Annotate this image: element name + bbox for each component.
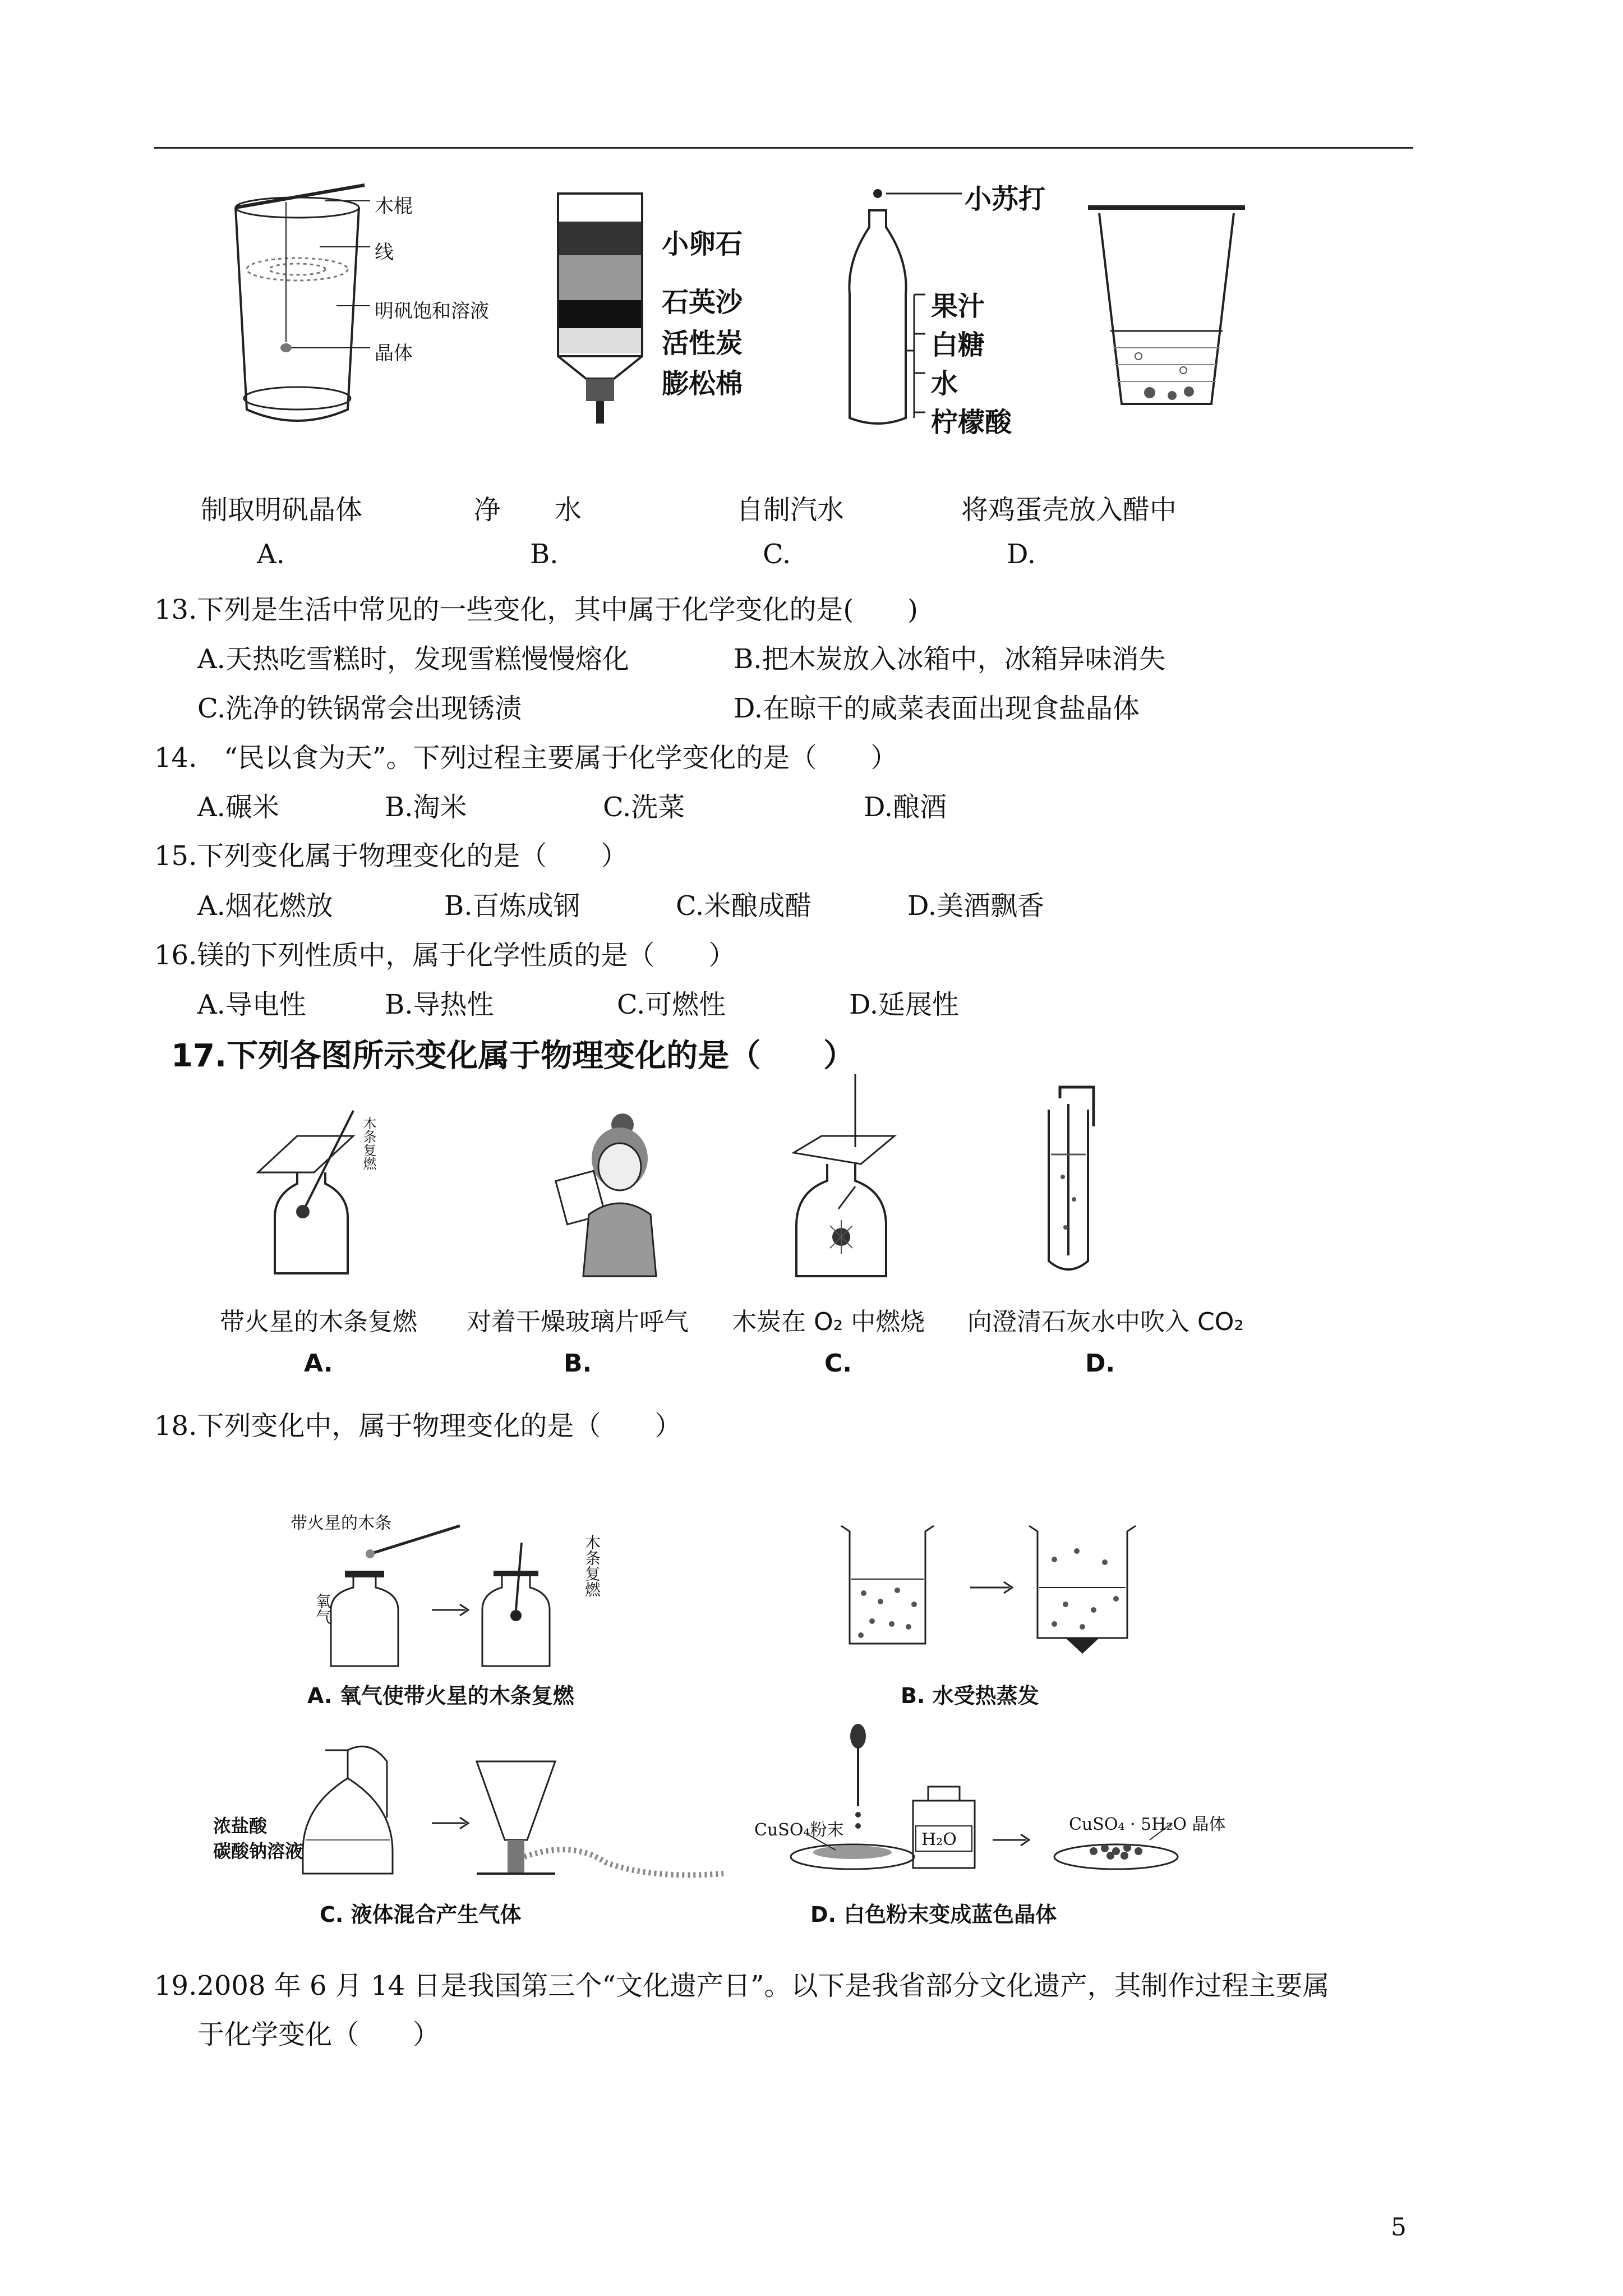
bottle-label-baking-soda: 小苏打 [965,183,1046,215]
q13-option-c: C.洗净的铁锅常会出现锈渍 [197,693,522,724]
beaker-label-stick: 木棍 [375,195,413,218]
top-letter-c: C. [763,539,791,570]
q17-caption-b: 对着干燥玻璃片呼气 [467,1308,689,1336]
q17-caption-c: 木炭在 O₂ 中燃烧 [732,1308,925,1336]
top-letter-a: A. [257,539,285,570]
page-number: 5 [1391,2213,1407,2242]
filter-label-sand: 石英沙 [662,287,743,318]
q13-stem: 13.下列是生活中常见的一些变化，其中属于化学变化的是( ) [154,594,918,625]
filter-label-carbon: 活性炭 [662,328,743,359]
figure-alum-crystal [224,185,370,440]
q19-line1: 19.2008 年 6 月 14 日是我国第三个“文化遗产日”。以下是我省部分文化遗产，其制作过程主要属 [154,1970,1330,2001]
q13-option-b: B.把木炭放入冰箱中，冰箱异味消失 [734,643,1166,675]
q15-option-b: B.百炼成钢 [444,890,580,922]
q17-letter-c: C. [824,1349,852,1378]
caption-eggshell: 将鸡蛋壳放入醋中 [961,494,1177,526]
bottle-label-sugar: 白糖 [931,329,985,361]
q18-a-label-reignite: 木条复燃 [583,1534,601,1597]
q18-d-label-crystal: CuSO₄ · 5H₂O 晶体 [1069,1815,1226,1834]
q17-caption-a: 带火星的木条复燃 [220,1308,417,1336]
header-rule [154,147,1413,149]
q18-d-label-powder: CuSO₄粉末 [754,1820,844,1840]
q17-stem: 17.下列各图所示变化属于物理变化的是（ ） [171,1038,855,1074]
q13-option-a: A.天热吃雪糕时，发现雪糕慢慢熔化 [197,643,629,675]
q14-option-a: A.碾米 [197,792,279,823]
q15-option-c: C.米酿成醋 [676,890,812,922]
figure-eggshell-vinegar [1088,202,1245,412]
q18-figure-d [757,1722,1273,1893]
q18-caption-d: D. 白色粉末变成蓝色晶体 [810,1902,1057,1927]
q17-figure-c-bottle [782,1074,906,1278]
q17-letter-b: B. [564,1349,592,1378]
q15-stem: 15.下列变化属于物理变化的是（ ） [154,840,628,872]
filter-label-cotton: 膨松棉 [662,368,743,399]
q16-option-c: C.可燃性 [617,989,726,1020]
q18-caption-b: B. 水受热蒸发 [901,1683,1039,1708]
q18-stem: 18.下列变化中，属于物理变化的是（ ） [154,1410,682,1442]
q18-figure-a [303,1526,566,1674]
q18-c-label-na2co3: 碳酸钠溶液 [213,1841,303,1862]
q14-option-d: D.酿酒 [864,792,947,823]
q18-caption-c: C. 液体混合产生气体 [320,1902,522,1927]
q17-figure-b-girl [555,1114,679,1278]
q17-figure-d-test-tube [1049,1087,1116,1280]
top-letter-d: D. [1007,539,1036,570]
q18-d-label-water: H₂O [921,1830,957,1849]
q17-figure-a-bottle [258,1111,370,1281]
caption-soda: 自制汽水 [736,494,845,526]
q18-a-label-splint: 带火星的木条 [291,1513,391,1533]
q13-option-d: D.在晾干的咸菜表面出现食盐晶体 [734,693,1140,724]
q16-option-d: D.延展性 [849,989,960,1020]
q14-option-b: B.淘米 [385,792,467,823]
figure-soda-bottle [844,182,945,431]
bottle-label-citric-acid: 柠檬酸 [931,407,1012,438]
beaker-label-solution: 明矾饱和溶液 [375,300,489,323]
caption-purify-water: 净 水 [474,494,582,526]
q19-line2: 于化学变化（ ） [197,2019,440,2050]
filter-label-pebbles: 小卵石 [662,228,743,260]
caption-alum: 制取明矾晶体 [201,494,363,526]
bottle-label-juice: 果汁 [931,291,985,322]
beaker-label-crystal: 晶体 [375,342,413,365]
q16-stem: 16.镁的下列性质中，属于化学性质的是（ ） [154,940,736,971]
q18-figure-c [292,1739,740,1898]
q16-option-b: B.导热性 [385,989,494,1020]
q17-caption-d: 向澄清石灰水中吹入 CO₂ [967,1308,1244,1336]
q14-stem: 14. “民以食为天”。下列过程主要属于化学变化的是（ ） [154,742,898,774]
top-letter-b: B. [530,539,559,570]
q17-letter-d: D. [1085,1349,1115,1378]
beaker-label-thread: 线 [375,241,394,264]
q18-caption-a: A. 氧气使带火星的木条复燃 [307,1683,574,1708]
figure-water-filter [552,194,665,437]
bottle-label-water: 水 [931,368,958,399]
q15-option-d: D.美酒飘香 [907,890,1045,922]
q17-a-bottle-label: 木条复燃 [361,1116,376,1170]
q17-letter-a: A. [304,1349,333,1378]
q18-a-label-oxygen: 氧气 [313,1593,332,1625]
q15-option-a: A.烟花燃放 [197,890,333,922]
q18-c-label-hcl: 浓盐酸 [213,1815,268,1837]
q14-option-c: C.洗菜 [603,792,685,823]
q16-option-a: A.导电性 [197,989,306,1020]
q18-figure-b [841,1526,1234,1657]
